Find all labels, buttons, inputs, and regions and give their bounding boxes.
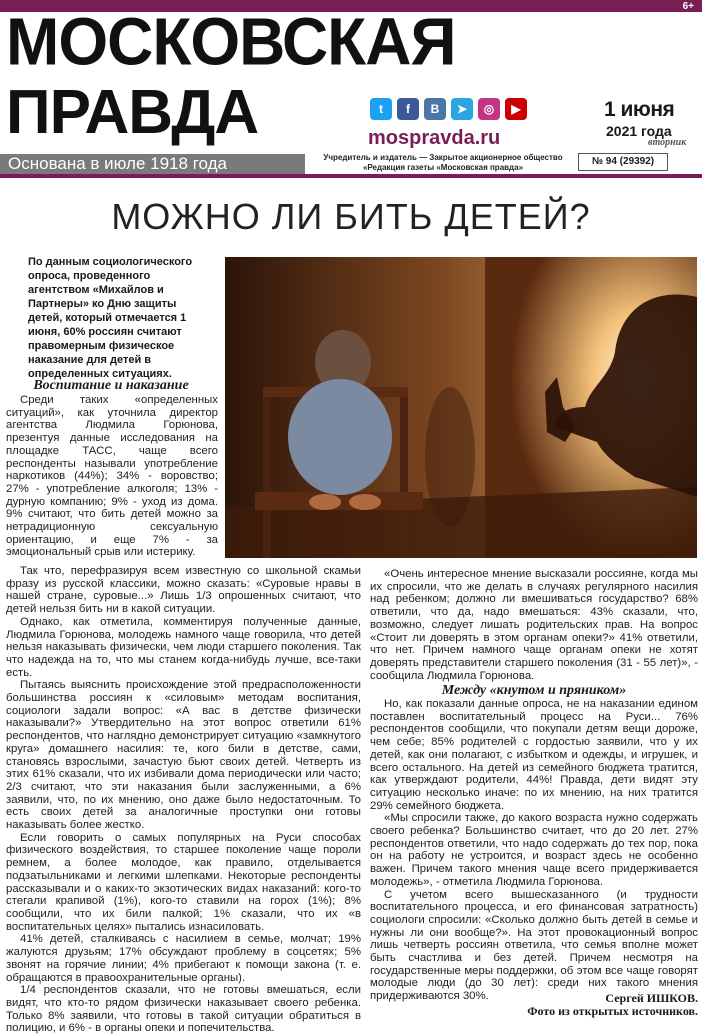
author-name: Сергей ИШКОВ. xyxy=(605,991,698,1005)
masthead-title-line2: ПРАВДА xyxy=(6,78,259,147)
issue-year: 2021 года xyxy=(606,123,672,139)
publisher-info: Учредитель и издатель — Закрытое акционерное общество «Редакция газеты «Московская правда» xyxy=(323,153,563,172)
site-link[interactable]: mospravda.ru xyxy=(368,127,501,149)
article-column-2b xyxy=(370,698,698,1003)
article-lead: По данным социологического опроса, проведенного агентством «Михайлов и Партнеры» ко Дню защиты детей, который отмечается 1 июня, 60% россиян считают правомерным физическое наказание для детей в определенных ситуациях. xyxy=(28,256,193,380)
child-and-shadow-illustration xyxy=(225,257,697,558)
paragraph: С учетом всего вышесказанного (и трудности воспитательного процесса, и его финансовая затратность) социологи спросили: «Сколько должно быть детей в семье и нужны ли они вообще?». На этот провокационный вопрос лишь четверть россиян ответила, что семья вполне может быть счастлива и без детей. Причем несмотря на государственные меры поддержки, об этом все чаще говорят молодые люди (до 30 лет): среди них такого мнения придерживаются 30%. xyxy=(370,888,698,1003)
youtube-icon[interactable]: ▶ xyxy=(505,98,527,120)
article-photo xyxy=(225,257,697,558)
paragraph: «Очень интересное мнение высказали россияне, когда мы их спросили, что же делать в случаях регулярного насилия над ребенком; должно ли вмешиваться государство? 68% ответили, что да, надо вмешаться: 43% сказали, что, возможно, следует лишать родительских прав. На вопрос «Стоит ли доверять в этом органам опеки?» 41% ответили, что нет. Причем намного чаще органам опеки не хотят доверять представители старшего поколения (31 - 55 лет)», - сообщила Людмила Горюнова. xyxy=(370,568,698,682)
subheading-upbringing: Воспитание и наказание xyxy=(33,378,189,393)
article-column-2 xyxy=(370,568,698,682)
article-headline: МОЖНО ЛИ БИТЬ ДЕТЕЙ? xyxy=(111,196,591,237)
telegram-icon[interactable]: ➤ xyxy=(451,98,473,120)
article-column-1a xyxy=(6,394,218,559)
twitter-icon[interactable]: t xyxy=(370,98,392,120)
issue-number: № 94 (29392) xyxy=(578,153,668,171)
paragraph: Если говорить о самых популярных на Руси способах физического воздействия, то старшее поколение чаще пороли ремнем, а более молодое, как правило, отделывается подзатыльниками и легкими шлепками. Некоторые респонденты рассказывали и о каких-то экзотических видах наказаний: кого-то стегали крапивой (1%), кого-то ставили на горох (1%); 8% сообщили, что их били палкой; 1% сказали, что их «в воспитательных целях» пытались изнасиловать. xyxy=(6,831,361,933)
paragraph: Но, как показали данные опроса, не на наказании едином поставлен воспитательный процесс на Руси... 76% респондентов сообщили, что покупали детям вещи дороже, чем себе; 85% родителей с гордостью заявили, что у их детей, как они полагают, с избытком и одежды, и игрушек, и всего остального. На детей из семейного бюджета тратится, как утверждают родители, 44%! Правда, дети видят эту ситуацию несколько иначе: по их мнению, на них тратится 29% семейного бюджета. xyxy=(370,698,698,812)
paragraph: Однако, как отметила, комментируя полученные данные, Людмила Горюнова, молодежь намного чаще говорила, что детей нельзя наказывать физически, чем люди старшего поколения. Так что надежда на то, что мы станем когда-нибудь лучше, все-таки есть. xyxy=(6,615,361,679)
paragraph: Так что, перефразируя всем известную со школьной скамьи фразу из русской классики, можно сказать: «Суровые нравы в нашей стране, суровые...» Лишь 1/3 опрошенных считают, что детей нельзя бить ни в какой ситуации. xyxy=(6,565,361,616)
paragraph: Среди таких «определенных ситуаций», как уточнила директор агентства Людмила Горюнова, презентуя данные исследования на площадке ТАСС, чаще всего респонденты называли употребление наркотиков (44%); 34% - воровство; 27% - употребление алкоголя; 13% - дурную компанию; 9% - уход из дома. 9% считают, что бить детей можно за нетрадиционную сексуальную ориентацию, и еще 7% - за эмоциональный срыв или истерику. xyxy=(6,394,218,559)
paragraph: 41% детей, сталкиваясь с насилием в семье, молчат; 19% жалуются друзьям; 17% обсуждают проблему в соцсетях; 5% звонят на горячие линии; 4% прибегают к помощи закона (т. е. обращаются в правоохранительные органы). xyxy=(6,933,361,984)
byline xyxy=(500,992,698,1018)
facebook-icon[interactable]: f xyxy=(397,98,419,120)
vk-icon[interactable]: B xyxy=(424,98,446,120)
age-rating: 6+ xyxy=(682,1,694,12)
masthead-divider xyxy=(0,174,702,178)
paragraph: Пытаясь выяснить происхождение этой предрасположенности большинства россиян к «силовым» методам воспитания, социологи задали вопрос: «А вас в детстве физически наказывали?» Утвердительно на этот вопрос ответили 61% респондентов, что наглядно демонстрирует ситуацию «замкнутого круга» домашнего насилия: те, кого били в детстве, сами, становясь взрослыми, зачастую бьют своих детей. Четверть из этих 61% сказали, что их избивали дома периодически или часто; 2/3 считают, что эти наказания были заслуженными, а 6% заявили, что, по их мнению, оно даже было недостаточным. То есть своих детей за аналогичные проступки они готовы наказывать более жестко. xyxy=(6,679,361,832)
social-icons xyxy=(370,98,527,120)
subheading-carrot-stick: Между «кнутом и пряником» xyxy=(441,683,627,698)
founded-banner: Основана в июле 1918 года xyxy=(0,154,305,174)
paragraph: «Мы спросили также, до какого возраста нужно содержать своего ребенка? Большинство считает, что до 20 лет. 27% респондентов ответили, что надо содержать до тех пор, пока он на работу не устроится, и возраст здесь не особенно важен. Причем такого мнения чаще всего придерживается молодежь», - отметила Людмила Горюнова. xyxy=(370,812,698,888)
issue-date: 1 июня xyxy=(604,98,675,121)
instagram-icon[interactable]: ◎ xyxy=(478,98,500,120)
masthead-title-line1: МОСКОВСКАЯ xyxy=(6,3,456,80)
photo-credit: Фото из открытых источников. xyxy=(527,1004,698,1018)
article-column-1b xyxy=(6,565,361,1035)
paragraph: 1/4 респондентов сказали, что не готовы вмешаться, если видят, что кто-то рядом физически наказывает своего ребенка. Только 8% заявили, что готовы в такой ситуации обратиться в полицию, и 6% - в органы опеки и попечительства. xyxy=(6,984,361,1035)
issue-weekday: вторник xyxy=(648,137,687,148)
